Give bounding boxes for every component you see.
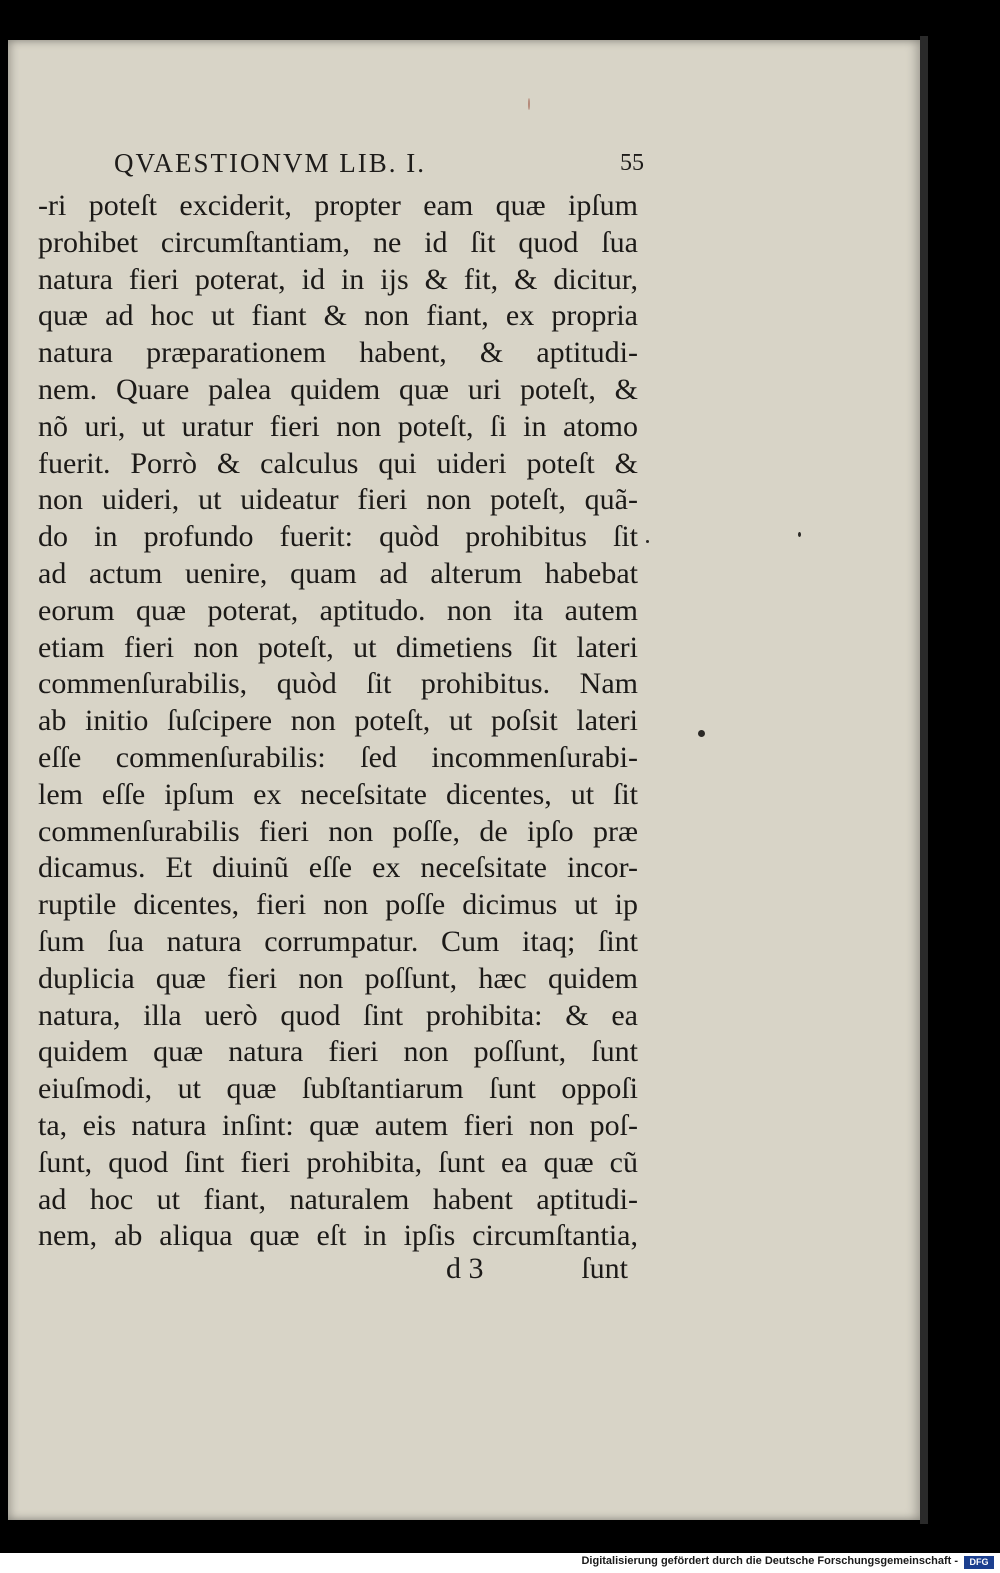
page-number: 55 (620, 150, 644, 176)
footer-bar (0, 1553, 1000, 1573)
text-line: eſſe commenſurabilis: ſed incommenſurabi- (38, 740, 638, 774)
text-line: commenſurabilis, quòd ſit prohibitus. Nam (38, 667, 638, 701)
text-line: -ri poteſt exciderit, propter eam quæ ipſum (38, 189, 638, 222)
ink-speck (646, 540, 649, 543)
text-line: nem. Quare palea quidem quæ uri poteſt, & (38, 372, 638, 406)
text-line: quidem quæ natura fieri non poſſunt, ſunt (38, 1035, 638, 1069)
text-line: non uideri, ut uideatur fieri non poteſt, quã- (38, 483, 638, 517)
text-line: eiuſmodi, ut quæ ſubſtantiarum ſunt oppoſi (38, 1072, 638, 1106)
text-line: nõ uri, ut uratur fieri non poteſt, ſi in atomo (38, 409, 638, 443)
ink-speck (698, 730, 705, 737)
text-line: ſunt, quod ſint fieri prohibita, ſunt ea quæ cũ (38, 1145, 638, 1179)
catchword: ſunt (581, 1252, 628, 1285)
text-line: natura præparationem habent, & aptitudi- (38, 336, 638, 370)
ink-speck (798, 532, 801, 537)
signature-line (440, 1252, 640, 1292)
text-line: ad actum uenire, quam ad alterum habebat (38, 556, 638, 590)
text-line: commenſurabilis fieri non poſſe, de ipſo præ (38, 814, 638, 848)
text-line: ad hoc ut fiant, naturalem habent aptitudi- (38, 1182, 638, 1216)
text-line: eorum quæ poterat, aptitudo. non ita autem (38, 593, 638, 627)
text-line: ſum ſua natura corrumpatur. Cum itaq; ſint (38, 924, 638, 958)
text-line: do in profundo fuerit: quòd prohibitus ſit (38, 520, 638, 554)
text-line: prohibet circumſtantiam, ne id ſit quod ſua (38, 225, 638, 259)
text-line: ruptile dicentes, fieri non poſſe dicimus ut ip (38, 888, 638, 922)
running-head-title: QVAESTIONVM LIB. I. (114, 148, 426, 178)
text-line: fuerit. Porrò & calculus qui uideri poteſt & (38, 446, 638, 480)
text-line: lem eſſe ipſum ex neceſsitate dicentes, ut ſit (38, 777, 638, 811)
text-line: ab initio ſuſcipere non poteſt, ut poſsit lateri (38, 704, 638, 738)
running-head (114, 148, 654, 188)
page-edge-shadow (920, 36, 928, 1524)
funding-credit: Digitalisierung gefördert durch die Deutsche Forschungsgemeinschaft - (581, 1555, 958, 1567)
text-line: natura fieri poterat, id in ijs & fit, & dicitur, (38, 262, 638, 296)
text-line: ta, eis natura inſint: quæ autem fieri non poſ- (38, 1108, 638, 1142)
text-line: quæ ad hoc ut fiant & non fiant, ex propria (38, 299, 638, 333)
text-line: nem, ab aliqua quæ eſt in ipſis circumſtantia, (38, 1219, 638, 1253)
body-text (38, 188, 638, 1255)
ink-speck (528, 98, 530, 110)
dfg-logo: DFG (964, 1556, 994, 1569)
text-line: dicamus. Et diuinũ eſſe ex neceſsitate incor- (38, 851, 638, 885)
text-line: duplicia quæ fieri non poſſunt, hæc quidem (38, 961, 638, 995)
text-line: etiam fieri non poteſt, ut dimetiens ſit lateri (38, 630, 638, 664)
text-line: natura, illa uerò quod ſint prohibita: & ea (38, 998, 638, 1032)
signature-mark: d 3 (446, 1252, 484, 1285)
